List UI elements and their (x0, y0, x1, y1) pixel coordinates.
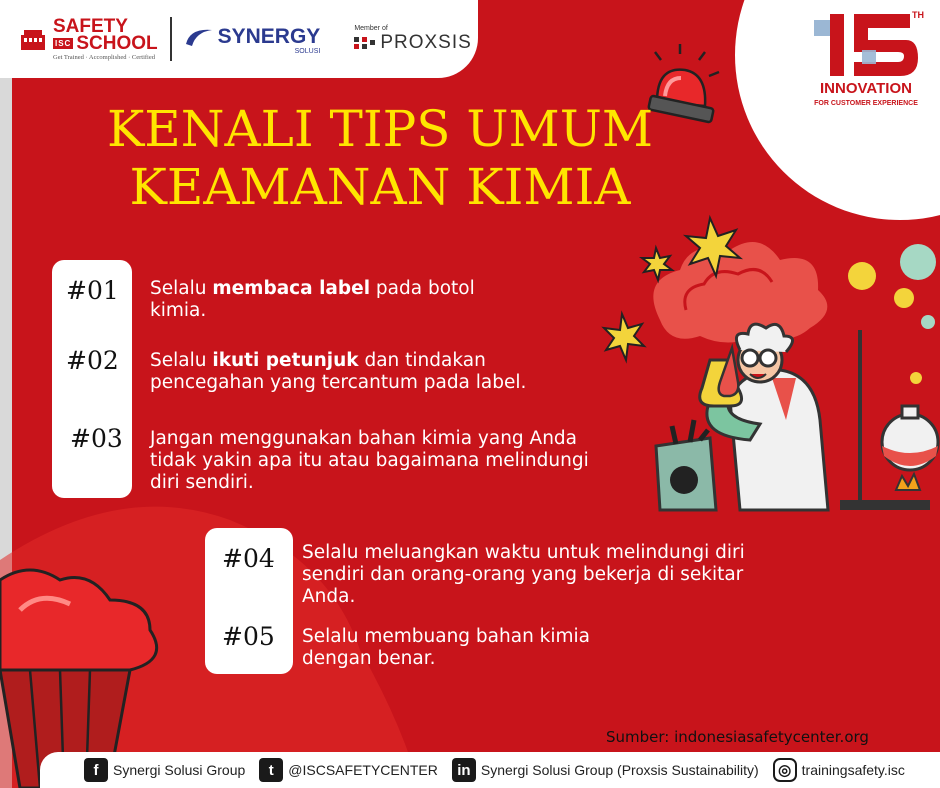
tip-number-4: #04 (222, 544, 275, 573)
linkedin-link[interactable] (452, 758, 759, 782)
social-footer (40, 752, 940, 788)
safety-school-tagline: Get Trained · Accomplished · Certified (53, 53, 155, 61)
tip-2-after: dan tindakan pencegahan yang tercantum pada label. (150, 350, 527, 393)
member-of-label: Member of (354, 24, 388, 32)
school-word: SCHOOL (76, 32, 158, 54)
header-logos (0, 0, 478, 78)
tip-1-after: pada botol kimia. (150, 278, 475, 321)
badge-subtitle: FOR CUSTOMER EXPERIENCE (814, 100, 918, 107)
instagram-icon: ◎ (773, 758, 797, 782)
facebook-handle: Synergi Solusi Group (113, 762, 246, 778)
page-title (60, 100, 700, 216)
tip-text-5: Selalu membuang bahan kimia dengan benar. (302, 626, 591, 669)
tip-number-5: #05 (222, 622, 275, 651)
facebook-icon: f (84, 758, 108, 782)
isc-badge: ISC (55, 38, 72, 48)
safety-word: SAFETY (53, 15, 128, 37)
synergy-sub: SOLUSI (294, 47, 321, 55)
badge-superscript: TH (912, 10, 924, 20)
tip-text-4: Selalu meluangkan waktu untuk melindungi diri sendiri dan orang-orang yang bekerja di sekitar Anda. (302, 542, 745, 607)
proxsis-dots-icon (354, 35, 376, 51)
tip-number-3: #03 (70, 424, 123, 453)
tip-2-before: Selalu (150, 350, 213, 371)
tip-1-bold: membaca label (212, 278, 371, 299)
fifteenth-anniversary-logo (800, 6, 930, 126)
synergy-logo (184, 24, 321, 55)
scientist-illustration (590, 210, 940, 530)
building-icon (20, 27, 46, 51)
tip-2-bold: ikuti petunjuk (212, 350, 359, 371)
instagram-link[interactable] (773, 758, 905, 782)
facebook-link[interactable] (84, 758, 245, 782)
tip-text-2 (150, 350, 590, 394)
tip-1-before: Selalu (150, 278, 213, 299)
synergy-swoosh-icon (184, 24, 214, 50)
badge-title: INNOVATION (820, 80, 912, 97)
proxsis-logo (354, 25, 471, 54)
title-line-1: KENALI TIPS UMUM (106, 100, 654, 158)
safety-school-logo (20, 15, 158, 61)
tip-text-1 (150, 278, 530, 322)
instagram-handle: trainingsafety.isc (801, 762, 905, 778)
proxsis-name: PROXSIS (380, 31, 472, 53)
tip-number-1: #01 (66, 276, 119, 305)
twitter-link[interactable] (259, 758, 438, 782)
synergy-name: SYNERGY (217, 24, 321, 48)
title-line-2: KEAMANAN KIMIA (129, 158, 631, 216)
linkedin-handle: Synergi Solusi Group (Proxsis Sustainability) (480, 762, 759, 778)
logo-divider (170, 17, 172, 61)
twitter-handle: @ISCSAFETYCENTER (288, 762, 438, 778)
twitter-icon: t (259, 758, 283, 782)
tip-text-3: Jangan menggunakan bahan kimia yang Anda tidak yakin apa itu atau bagaimana melindungi diri sendiri. (150, 428, 589, 493)
source-credit: Sumber: indonesiasafetycenter.org (606, 728, 869, 746)
linkedin-icon: in (452, 758, 476, 782)
tip-number-2: #02 (66, 346, 119, 375)
